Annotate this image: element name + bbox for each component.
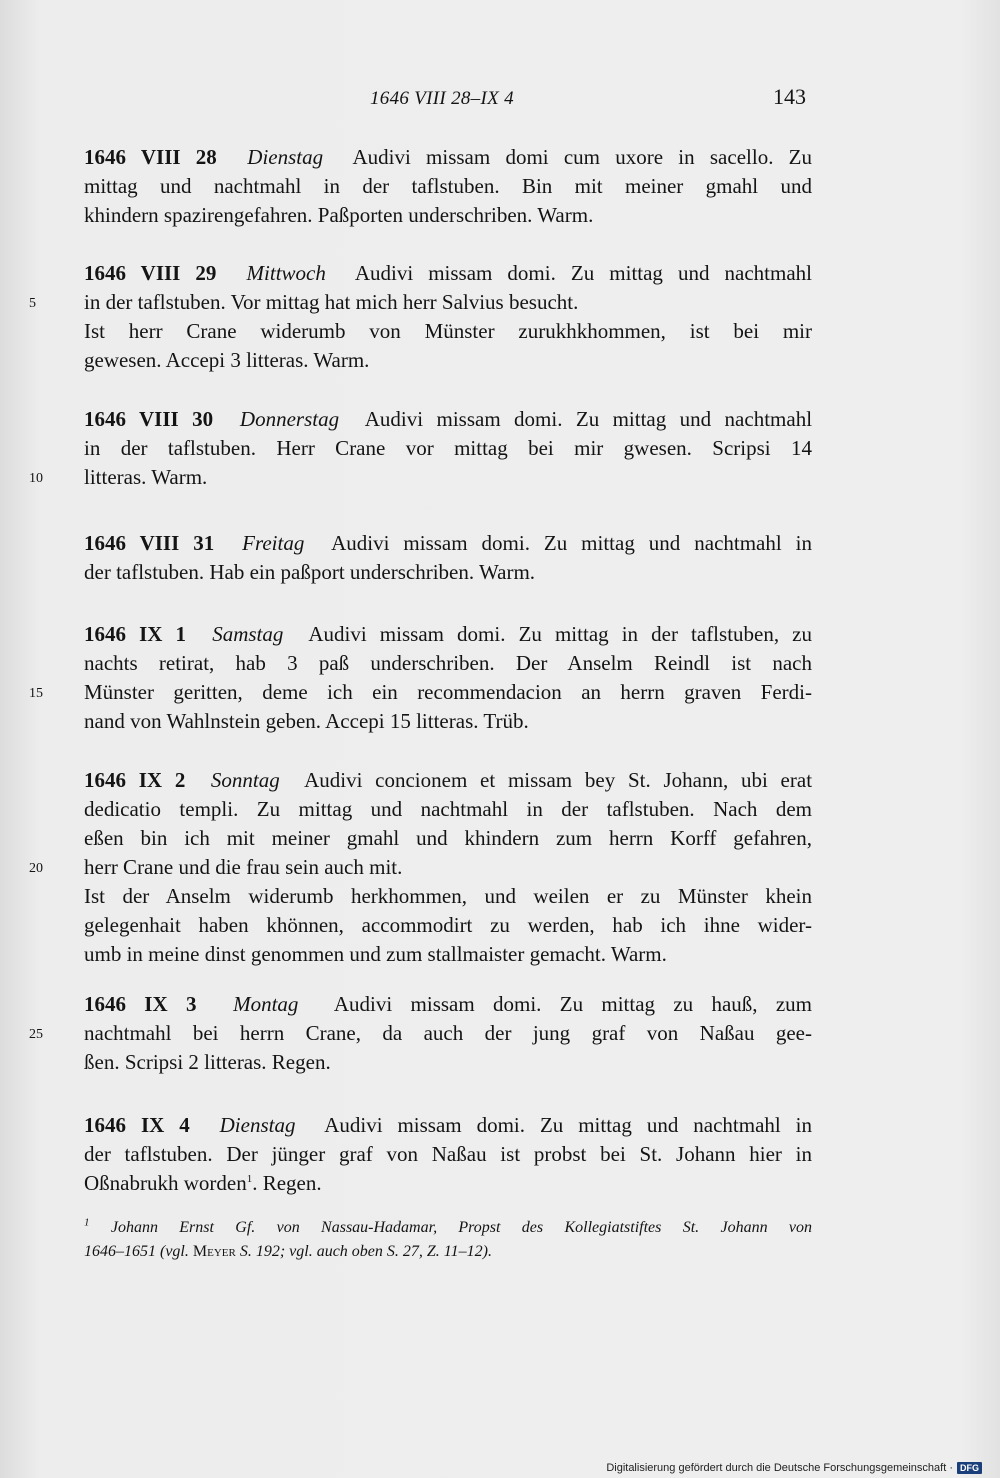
line-number: 15 [29,686,43,701]
entry-text: Ist der Anselm widerumb herkhommen, und weilen er zu Münster khein [84,884,812,908]
entry-line [29,853,812,882]
entry-text: der taflstuben. Hab ein paßport underschriben. Warm. [84,560,536,584]
entry-weekday: Donnerstag [239,407,340,431]
entry-line [84,201,812,230]
entry-line [84,824,812,853]
entry-line [84,405,812,434]
footnote-text: Johann Ernst Gf. von Nassau-Hadamar, Propst des Kollegiatstiftes St. Johann von [110,1219,813,1236]
diary-entry [29,766,813,969]
diary-entry [29,405,813,492]
entry-text: . Regen. [252,1171,322,1195]
entry-text: Ist herr Crane widerumb von Münster zurukhkhommen, ist bei mir [84,319,812,343]
credit-text: Digitalisierung gefördert durch die Deutsche Forschungsgemeinschaft · [606,1461,953,1474]
entry-date: 1646 IX 1 [84,622,187,646]
entry-weekday: Samstag [212,622,284,646]
entry-line [84,620,812,649]
entry-text: Audivi missam domi. Zu mittag und nachtmahl [354,261,813,285]
entry-line [84,529,812,558]
entry-text: in der taflstuben. Herr Crane vor mittag bei mir gwesen. Scripsi 14 [84,436,812,460]
entry-line [29,1019,812,1048]
footnote-text: S. 192; vgl. auch oben S. 27, Z. 11–12). [235,1243,492,1260]
entry-line [84,558,812,587]
entry-line [84,172,812,201]
entry-line [84,259,812,288]
entry-text: Audivi missam domi. Zu mittag und nachtmahl [364,407,813,431]
entry-line [84,649,812,678]
footnote-number: 1 [84,1216,90,1229]
entry-line [84,143,812,172]
entry-text: Audivi missam domi. Zu mittag und nachtmahl in [324,1113,813,1137]
entry-line [84,346,812,375]
entry-date: 1646 IX 4 [84,1113,190,1137]
entry-text: der taflstuben. Der jünger graf von Naßau ist probst bei St. Johann hier in [84,1142,812,1166]
entry-text: Audivi missam domi. Zu mittag in der taflstuben, zu [308,622,812,646]
entry-text: Oßnabrukh worden [84,1171,247,1195]
entry-text: nachts retirat, hab 3 paß underschriben. Der Anselm Reindl ist nach [84,651,812,675]
entry-text: Audivi missam domi. Zu mittag zu hauß, zum [333,992,813,1016]
entry-text: gewesen. Accepi 3 litteras. Warm. [84,348,370,372]
entry-weekday: Dienstag [247,145,324,169]
entry-line [29,288,812,317]
entry-date: 1646 VIII 31 [84,531,215,555]
entry-weekday: Mittwoch [246,261,326,285]
footnote [84,1216,812,1264]
entry-date: 1646 VIII 28 [84,145,217,169]
entry-text: gelegenhait haben khönnen, accommodirt zu werden, hab ich ihne wider- [84,913,812,937]
footnote-author: Meyer [192,1243,236,1260]
entry-date: 1646 IX 3 [84,992,197,1016]
diary-entry [29,620,812,736]
entry-line [84,434,812,463]
entry-text: Münster geritten, deme ich ein recommendacion an herrn graven Ferdi- [84,680,812,704]
entry-line [29,678,812,707]
entry-text: litteras. Warm. [84,465,208,489]
footnote-text: 1646–1651 (vgl. [84,1243,193,1260]
entry-line [84,990,812,1019]
diary-entry [84,529,812,587]
line-number: 25 [29,1027,43,1042]
entry-text: khindern spazirengefahren. Paßporten underschriben. Warm. [84,203,594,227]
footnote-marker[interactable]: 1 [246,1173,253,1185]
entry-line [84,940,812,969]
line-number: 20 [29,861,43,876]
entry-line [84,1140,812,1169]
entry-text: umb in meine dinst genommen und zum stallmaister gemacht. Warm. [84,942,667,966]
entry-text: Audivi missam domi cum uxore in sacello. Zu [352,145,813,169]
entry-text: herr Crane und die frau sein auch mit. [84,855,403,879]
page-number: 143 [773,84,806,109]
entry-text: dedicatio templi. Zu mittag und nachtmahl in der taflstuben. Nach dem [84,797,812,821]
entry-line [84,317,812,346]
entry-line [84,882,812,911]
diary-entry [84,143,812,230]
entry-text: nand von Wahlnstein geben. Accepi 15 litteras. Trüb. [84,709,529,733]
entry-line [84,707,812,736]
entry-text: mittag und nachtmahl in der taflstuben. Bin mit meiner gmahl und [84,174,812,198]
entry-text: eßen bin ich mit meiner gmahl und khindern zum herrn Korff gefahren, [84,826,812,850]
entry-line [84,1169,812,1198]
digitization-credit [606,1462,982,1474]
line-number: 10 [29,471,43,486]
diary-entry [29,259,813,375]
entry-date: 1646 VIII 29 [84,261,217,285]
footnote-line [84,1240,812,1264]
entry-date: 1646 VIII 30 [84,407,214,431]
entry-text: Audivi concionem et missam bey St. Johann, ubi erat [304,768,813,792]
entry-line [29,463,812,492]
footnote-line [84,1216,812,1240]
entry-weekday: Freitag [242,531,305,555]
entry-text: ßen. Scripsi 2 litteras. Regen. [84,1050,331,1074]
entry-weekday: Sonntag [210,768,280,792]
diary-entry [84,1111,812,1198]
diary-entry [29,990,813,1077]
entry-line [84,1048,812,1077]
entry-text: in der taflstuben. Vor mittag hat mich herr Salvius besucht. [84,290,579,314]
entry-text: nachtmahl bei herrn Crane, da auch der jung graf von Naßau gee- [84,1021,812,1045]
dfg-logo: DFG [957,1462,982,1474]
entry-line [84,795,812,824]
entry-weekday: Dienstag [219,1113,296,1137]
entry-line [84,911,812,940]
entry-date: 1646 IX 2 [84,768,186,792]
entry-line [84,1111,812,1140]
entry-line [84,766,812,795]
entry-weekday: Montag [233,992,299,1016]
entry-text: Audivi missam domi. Zu mittag und nachtmahl in [331,531,812,555]
line-number: 5 [29,296,36,311]
running-head: 1646 VIII 28–IX 4 [370,88,514,109]
